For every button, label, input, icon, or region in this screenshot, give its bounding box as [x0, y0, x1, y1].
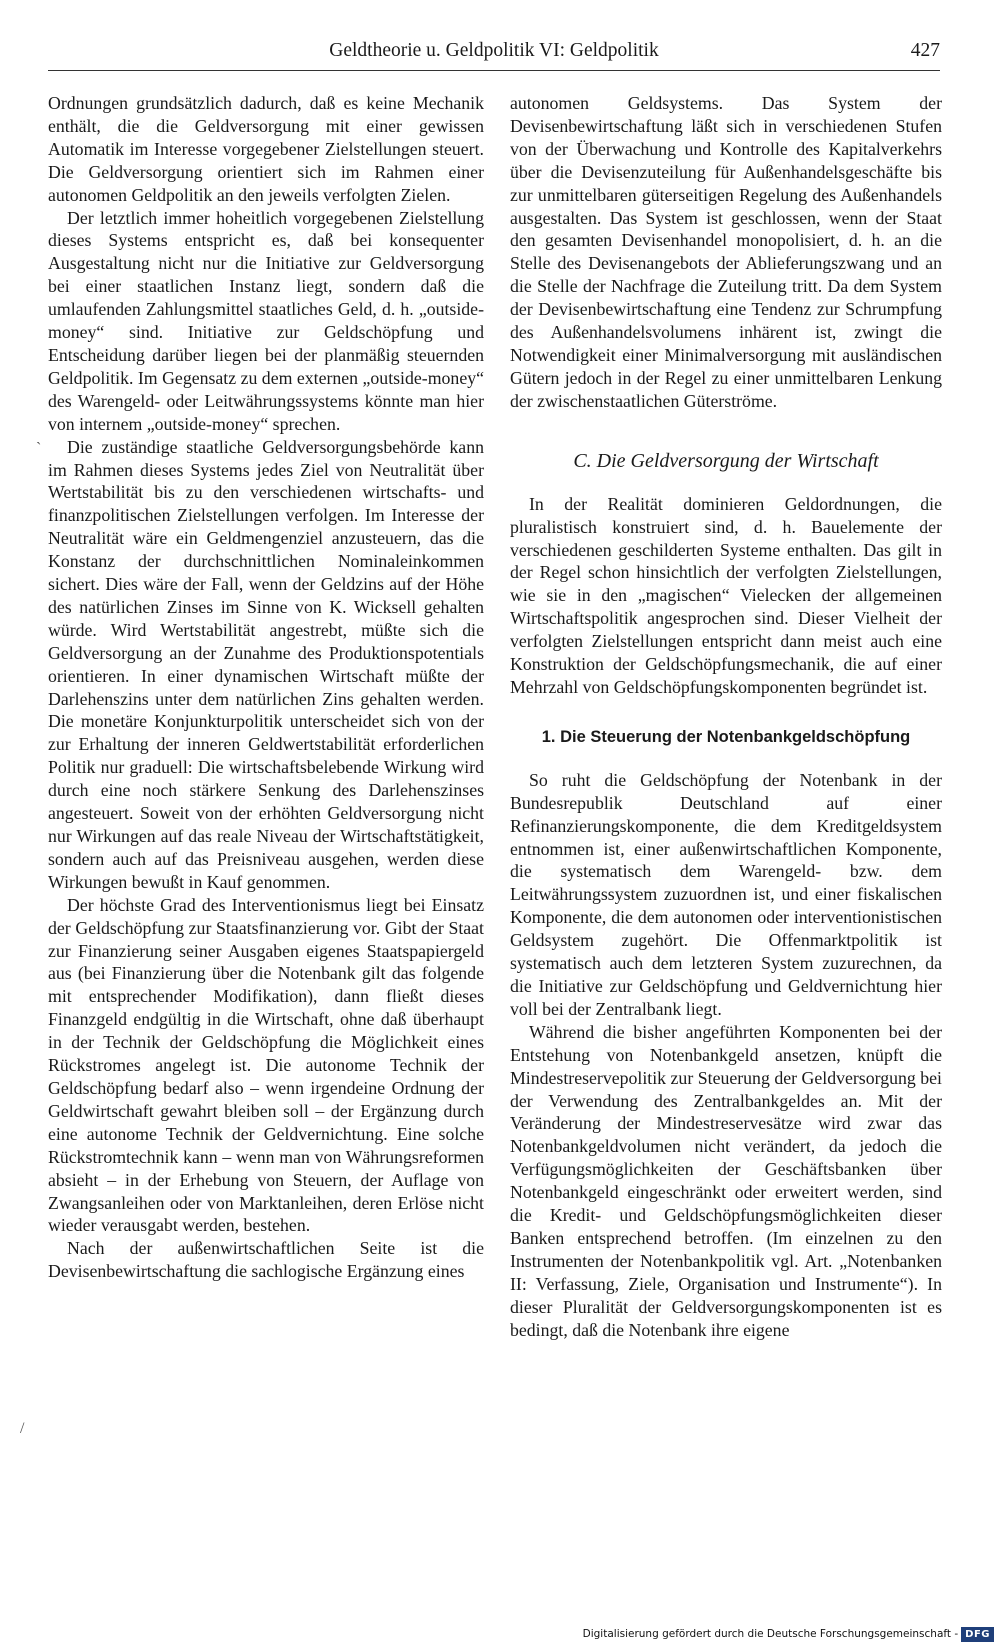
paragraph: Nach der außenwirtschaftlichen Seite ist die Devisenbewirtschaftung die sachlogische Ergänzung eines — [48, 1238, 484, 1282]
paragraph: In der Realität dominieren Geldordnungen, die pluralistisch konstruiert sind, d. h. Bauelemente der verschiedenen geschilderten Systeme enthalten. Das gilt in der Regel schon hinsichtlich der verfolgten Zielstellungen, wie sie in den „magischen“ Vielecken der allgemeinen Wirtschaftspolitik angesprochen sind. Dieser Vielheit der verfolgten Zielstellungen entspricht dann meist auch eine Konstruktion der Geldschöpfungsmechanik, die auf einer Mehrzahl von Geldschöpfungskomponenten begründet ist. — [510, 493, 942, 697]
digitization-footer — [583, 1624, 994, 1644]
header-rule — [48, 70, 940, 71]
paragraph: So ruht die Geldschöpfung der Notenbank in der Bundesrepublik Deutschland auf einer Refinanzierungskomponente, die dem Kreditgeldsystem entnommen ist, einer außenwirtschaftlichen Komponente, die systematisch dem Warengeld- bzw. dem Leitwährungssystem zuzuordnen ist, und einer fiskalischen Komponente, die dem autonomen oder interventionistischen Geldsystem zugehört. Die Offenmarktpolitik ist systematisch auch dem letzteren System zuzurechnen, da die Initiative zur Geldschöpfung und Geldvernichtung hier voll bei der Zentralbank liegt. — [510, 769, 942, 1019]
paragraph: autonomen Geldsystems. Das System der Devisenbewirtschaftung läßt sich in verschiedenen Stufen von der Überwachung und Kontrolle des Kapitalverkehrs über die Devisenzuteilung für Außenhandelsgeschäfte bis zur unmittelbaren güterseitigen Regelung des Außenhandels ausgestalten. Das System ist geschlossen, wenn der Staat den gesamten Devisenhandel monopolisiert, d. h. an die Stelle des Devisenangebots der Ablieferungszwang und an die Stelle der Nachfrage die Zuteilung tritt. Da dem System der Devisenbewirtschaftung eine Tendenz zur Schrumpfung des Außenhandelsvolumens inhärent ist, zwingt die Notwendigkeit einer Minimalversorgung mit ausländischen Gütern jedoch in der Regel zu einer unmittelbaren Lenkung der zwischenstaatlichen Güterströme. — [510, 93, 942, 411]
paragraph: Während die bisher angeführten Komponenten bei der Entstehung von Notenbankgeld ansetzen, knüpft die Mindestreservepolitik zur Steuerung der Geldversorgung bei der Verwendung des Zentralbankgeldes an. Mit der Veränderung der Mindestreservesätze wird zwar das Notenbankgeldvolumen nicht verändert, da jedoch die Verfügungsmöglichkeiten der Geschäftsbanken über Notenbankgeld eingeschränkt oder erweitert werden, sind die Kredit- und Geldschöpfungsmöglichkeiten dieser Banken entsprechend betroffen. (Im einzelnen zu den Instrumenten der Notenbankpolitik vgl. Art. „Notenbanken II: Verfassung, Ziele, Organisation und Instrumente“). In dieser Pluralität der Geldversorgungskomponenten ist es bedingt, daß die Notenbank ihre eigene — [510, 1021, 942, 1340]
right-column — [510, 92, 942, 1342]
subsection-heading: 1. Die Steuerung der Notenbankgeldschöpfung — [541, 727, 911, 746]
paragraph: Die zuständige staatliche Geldversorgungsbehörde kann im Rahmen dieses Systems jedes Ziel von Neutralität über Wertstabilität bis zu den verschiedenen wirtschafts- und finanzpolitischen Zielstellungen verfolgen. Im Interesse der Neutralität wäre ein Geldmengenziel anzusteuern, das die Konstanz der durchschnittlichen Nominaleinkommen sichert. Dies wäre der Fall, wenn der Geldzins auf der Höhe des natürlichen Zinses im Sinne von K. Wicksell gehalten würde. Wird Wertstabilität angestrebt, müßte sich die Geldversorgung an der Zunahme des Produktionspotentials orientieren. In einer dynamischen Wirtschaft müßte der Darlehenszins unter dem natürlichen Zins gehalten werden. Die monetäre Konjunkturpolitik unterscheidet sich von der zur Erhaltung der inneren Geldwertstabilität erforderlichen Politik nur graduell: Die wirtschaftsbelebende Wirkung wird durch eine noch stärkere Senkung des Darlehenszinses angesteuert. Soweit von der erhöhten Geldversorgung nicht nur Wirkungen auf das reale Niveau der Wirtschaftstätigkeit, sondern auch auf das Preisniveau ausgehen, werden diese Wirkungen bewußt in Kauf genommen. — [48, 436, 484, 892]
running-title: Geldtheorie u. Geldpolitik VI: Geldpolitik — [329, 40, 659, 61]
paragraph: Der höchste Grad des Interventionismus liegt bei Einsatz der Geldschöpfung zur Staatsfinanzierung vor. Gibt der Staat zur Finanzierung seiner Ausgaben eigenes Staatspapiergeld aus (bei Finanzierung über die Notenbank gilt das folgende mit entsprechender Modifikation), dann fließt dieses Finanzgeld endgültig in die Wirtschaft, ohne daß überhaupt in der Technik der Geldschöpfung die Möglichkeit eines Rückstromes angelegt ist. Die autonome Technik der Geldschöpfung bedarf also – wenn irgendeine Ordnung der Geldwirtschaft gewahrt bleiben soll – der Ergänzung durch eine autonome Technik der Geldvernichtung. Eine solche Rückstromtechnik kann – wenn man von Währungsreformen absieht – in der Erhebung von Steuern, der Auflage von Zwangsanleihen oder von Marktanleihen, deren Erlöse nicht wieder verausgabt werden, bestehen. — [48, 894, 484, 1236]
paragraph: Ordnungen grundsätzlich dadurch, daß es keine Mechanik enthält, die die Geldversorgung mit einer gewissen Automatik im Interesse vorgegebener Zielstellungen steuert. Die Geldversorgung orientiert sich im Rahmen einer autonomen Geldpolitik an den jeweils verfolgten Zielen. — [48, 93, 484, 205]
margin-mark: ` — [36, 440, 42, 457]
section-heading: C. Die Geldversorgung der Wirtschaft — [573, 449, 879, 472]
footer-text: Digitalisierung gefördert durch die Deutsche Forschungsgemeinschaft - — [582, 1628, 959, 1640]
page-header — [48, 40, 940, 70]
dfg-logo: DFG — [961, 1627, 994, 1642]
page-number: 427 — [910, 40, 940, 61]
paragraph: Der letztlich immer hoheitlich vorgegebenen Zielstellung dieses Systems entspricht es, daß bei konsequenter Ausgestaltung nicht nur die Initiative zur Geldversorgung bei einer staatlichen Instanz liegt, sondern daß die umlaufenden Zahlungsmittel staatliches Geld, d. h. „outside-money“ sind. Initiative zur Geldschöpfung und Entscheidung darüber liegen bei der planmäßig steuernden Geldpolitik. Im Gegensatz zu dem externen „outside-money“ des Warengeld- oder Leitwährungssystems könnte man hier von internem „outside-money“ sprechen. — [48, 207, 484, 434]
left-column — [48, 92, 484, 1283]
margin-mark: / — [20, 1420, 25, 1437]
